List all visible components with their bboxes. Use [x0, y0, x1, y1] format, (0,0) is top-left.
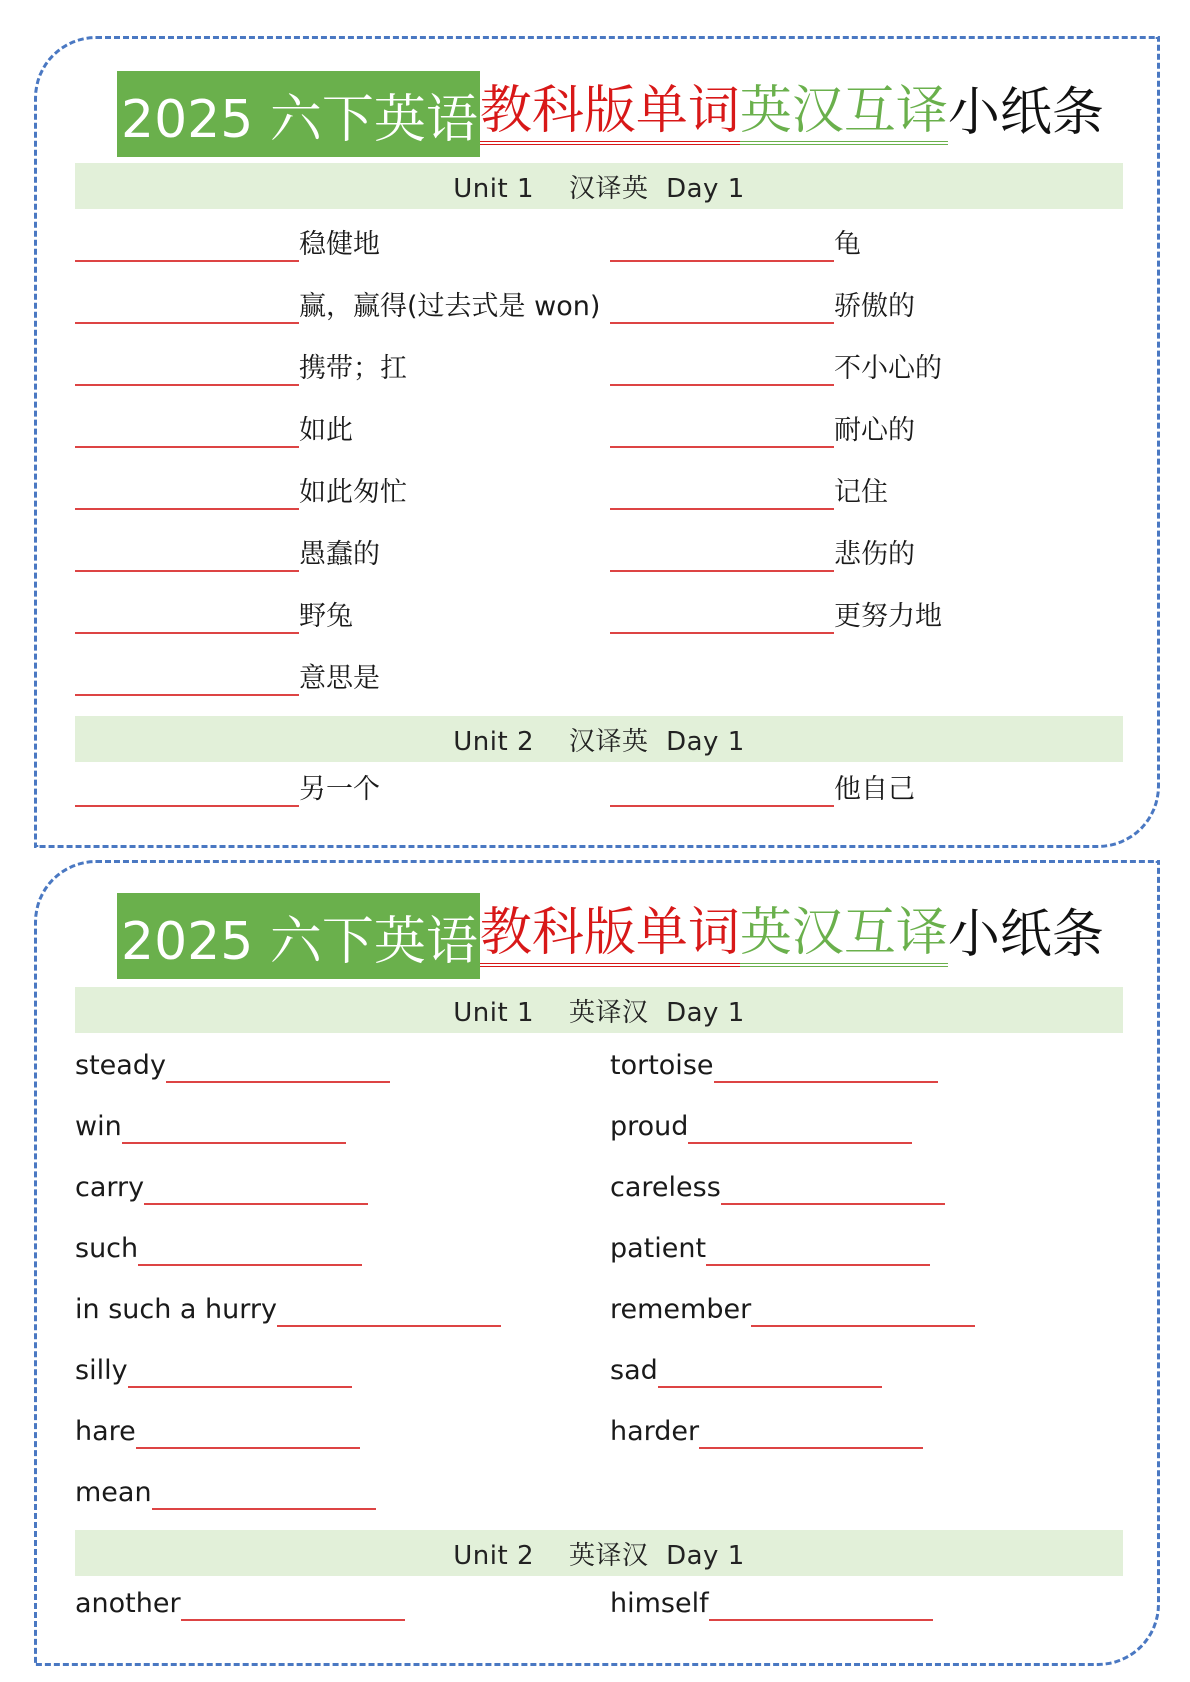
worksheet-title [117, 71, 1104, 157]
answer-blank[interactable] [610, 478, 834, 510]
answer-blank[interactable] [138, 1234, 362, 1266]
section-header-label: Unit 1 英译汉 Day 1 [453, 997, 745, 1028]
word-cell [75, 284, 600, 324]
answer-blank[interactable] [75, 230, 299, 262]
chinese-word: 如此匆忙 [299, 477, 407, 508]
word-cell [610, 1043, 938, 1083]
chinese-word: 他自己 [834, 774, 915, 805]
chinese-word: 携带；扛 [299, 353, 407, 384]
word-row [75, 1226, 1123, 1266]
answer-blank[interactable] [75, 416, 299, 448]
answer-blank[interactable] [75, 664, 299, 696]
word-cell [75, 1409, 360, 1449]
section-header-label: Unit 1 汉译英 Day 1 [453, 173, 745, 204]
chinese-word: 悲伤的 [834, 539, 915, 570]
english-word: mean [75, 1477, 152, 1508]
section-header-label: Unit 2 汉译英 Day 1 [453, 726, 745, 757]
answer-blank[interactable] [610, 230, 834, 262]
word-row [75, 1348, 1123, 1388]
word-cell [610, 1226, 930, 1266]
english-word: remember [610, 1294, 752, 1325]
english-word: carry [75, 1172, 145, 1203]
chinese-word: 赢，赢得(过去式是 won) [299, 291, 601, 322]
answer-blank[interactable] [277, 1295, 501, 1327]
answer-blank[interactable] [75, 292, 299, 324]
chinese-word: 野兔 [299, 601, 353, 632]
word-cell [75, 594, 353, 634]
word-cell [610, 1165, 945, 1205]
word-cell [610, 222, 861, 262]
word-cell [610, 470, 888, 510]
word-cell [75, 532, 380, 572]
word-cell [610, 767, 915, 807]
answer-blank[interactable] [75, 540, 299, 572]
chinese-word: 稳健地 [299, 229, 380, 260]
chinese-word: 龟 [834, 229, 861, 260]
word-cell [75, 1165, 368, 1205]
answer-blank[interactable] [699, 1417, 923, 1449]
answer-blank[interactable] [75, 354, 299, 386]
english-word: such [75, 1233, 139, 1264]
worksheet-card-english-to-chinese [34, 860, 1160, 1666]
answer-blank[interactable] [610, 602, 834, 634]
title-slip: 小纸条 [947, 83, 1104, 144]
english-word: in such a hurry [75, 1294, 277, 1325]
chinese-word: 愚蠢的 [299, 539, 380, 570]
word-row [75, 594, 1123, 634]
answer-blank[interactable] [688, 1112, 912, 1144]
answer-blank[interactable] [122, 1112, 346, 1144]
word-row [75, 532, 1123, 572]
answer-blank[interactable] [706, 1234, 930, 1266]
section-header [75, 1530, 1123, 1576]
english-word: patient [610, 1233, 707, 1264]
answer-blank[interactable] [144, 1173, 368, 1205]
word-cell [75, 1470, 376, 1510]
answer-blank[interactable] [152, 1478, 376, 1510]
section-header-label: Unit 2 英译汉 Day 1 [453, 1540, 745, 1571]
word-cell [610, 284, 915, 324]
title-year-grade: 2025 六下英语 [117, 71, 480, 157]
word-row [75, 222, 1123, 262]
word-cell [610, 1348, 882, 1388]
word-row [75, 656, 1123, 696]
word-row [75, 1104, 1123, 1144]
word-cell [610, 1409, 923, 1449]
word-row [75, 470, 1123, 510]
word-cell [75, 1043, 390, 1083]
answer-blank[interactable] [610, 540, 834, 572]
english-word: careless [610, 1172, 721, 1203]
english-word: hare [75, 1416, 136, 1447]
chinese-word: 耐心的 [834, 415, 915, 446]
word-cell [75, 1581, 405, 1621]
word-cell [75, 1287, 501, 1327]
answer-blank[interactable] [75, 478, 299, 510]
section-header [75, 987, 1123, 1033]
answer-blank[interactable] [610, 416, 834, 448]
title-slip: 小纸条 [947, 905, 1104, 966]
title-textbook: 教科版单词 [480, 83, 740, 144]
english-word: tortoise [610, 1050, 714, 1081]
word-cell [610, 1104, 912, 1144]
chinese-word: 意思是 [299, 663, 380, 694]
answer-blank[interactable] [751, 1295, 975, 1327]
word-cell [610, 1287, 975, 1327]
word-cell [610, 346, 942, 386]
answer-blank[interactable] [128, 1356, 352, 1388]
word-cell [610, 532, 915, 572]
worksheet-card-chinese-to-english [34, 36, 1160, 848]
word-cell [75, 1226, 362, 1266]
chinese-word: 另一个 [299, 774, 380, 805]
answer-blank[interactable] [610, 775, 834, 807]
word-cell [75, 346, 407, 386]
english-word: win [75, 1111, 122, 1142]
word-cell [75, 1348, 352, 1388]
word-row [75, 1287, 1123, 1327]
word-row [75, 1165, 1123, 1205]
word-cell [75, 470, 407, 510]
english-word: himself [610, 1588, 709, 1619]
title-textbook: 教科版单词 [480, 905, 740, 966]
chinese-word: 如此 [299, 415, 353, 446]
chinese-word: 记住 [834, 477, 888, 508]
section-header [75, 716, 1123, 762]
english-word: another [75, 1588, 181, 1619]
answer-blank[interactable] [721, 1173, 945, 1205]
answer-blank[interactable] [136, 1417, 360, 1449]
word-row [75, 1043, 1123, 1083]
word-cell [75, 408, 353, 448]
answer-blank[interactable] [658, 1356, 882, 1388]
answer-blank[interactable] [75, 775, 299, 807]
english-word: harder [610, 1416, 700, 1447]
answer-blank[interactable] [714, 1051, 938, 1083]
word-row [75, 1409, 1123, 1449]
word-row [75, 767, 1123, 807]
answer-blank[interactable] [610, 354, 834, 386]
answer-blank[interactable] [166, 1051, 390, 1083]
word-row [75, 346, 1123, 386]
english-word: sad [610, 1355, 658, 1386]
word-row [75, 408, 1123, 448]
word-cell [75, 222, 380, 262]
title-translation: 英汉互译 [740, 905, 948, 966]
word-cell [75, 656, 380, 696]
worksheet-title [117, 893, 1104, 979]
word-cell [610, 408, 915, 448]
word-cell [610, 594, 942, 634]
english-word: steady [75, 1050, 166, 1081]
word-row [75, 1470, 1123, 1510]
english-word: proud [610, 1111, 689, 1142]
title-translation: 英汉互译 [740, 83, 948, 144]
word-row [75, 1581, 1123, 1621]
answer-blank[interactable] [75, 602, 299, 634]
answer-blank[interactable] [181, 1589, 405, 1621]
answer-blank[interactable] [709, 1589, 933, 1621]
word-cell [75, 1104, 346, 1144]
word-cell [75, 767, 380, 807]
chinese-word: 更努力地 [834, 601, 942, 632]
english-word: silly [75, 1355, 128, 1386]
section-header [75, 163, 1123, 209]
answer-blank[interactable] [610, 292, 834, 324]
word-cell [610, 1581, 933, 1621]
chinese-word: 骄傲的 [834, 291, 915, 322]
chinese-word: 不小心的 [834, 353, 942, 384]
word-row [75, 284, 1123, 324]
title-year-grade: 2025 六下英语 [117, 893, 480, 979]
